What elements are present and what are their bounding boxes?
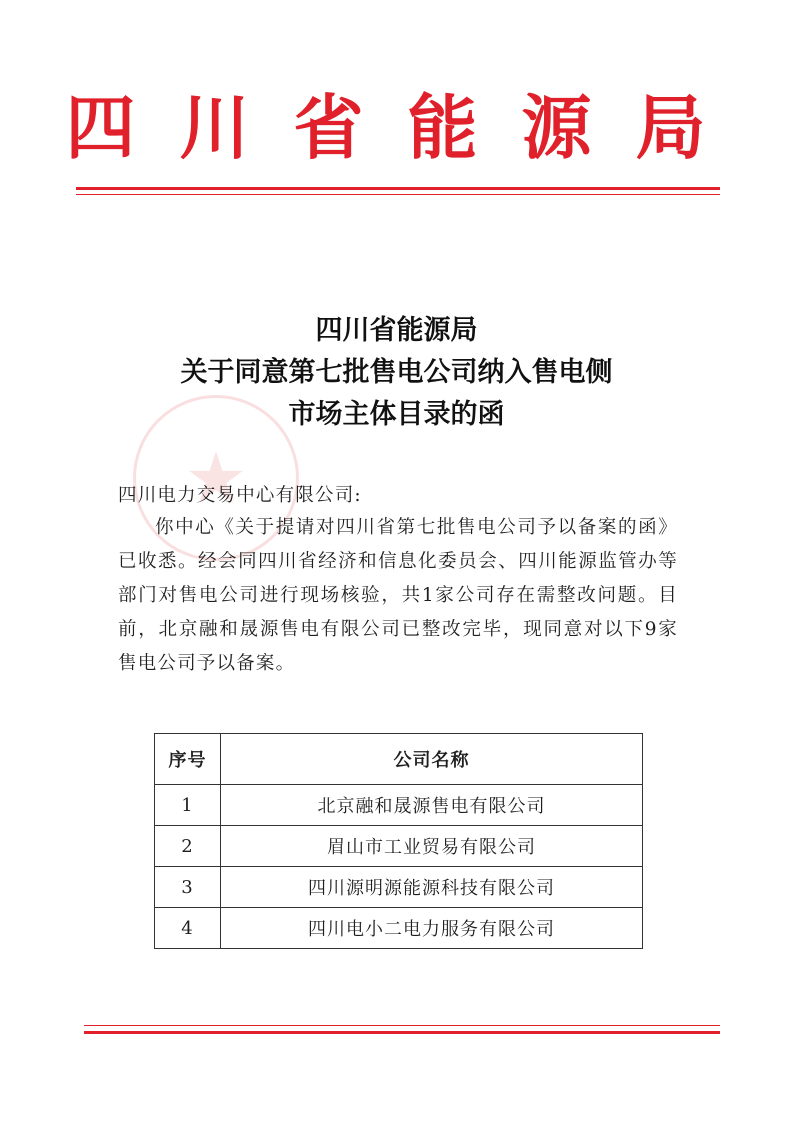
letter-paragraph: 你中心《关于提请对四川省第七批售电公司予以备案的函》已收悉。经会同四川省经济和信息化委员会、四川能源监管办等部门对售电公司进行现场核验，共1家公司存在需整改问题。目前，北京融和晟源售电有限公司已整改完毕，现同意对以下9家售电公司予以备案。 [118,517,678,674]
company-name: 四川源明源能源科技有限公司 [221,867,643,908]
company-name: 北京融和晟源售电有限公司 [221,785,643,826]
table-header-row [155,734,643,785]
row-number: 3 [155,867,221,908]
document-title-line-2: 关于同意第七批售电公司纳入售电侧 [180,357,613,388]
document-title-line-1: 四川省能源局 [315,315,478,346]
header-rule-thick [76,187,720,190]
table-row [155,867,643,908]
footer-rule-thick [84,1031,720,1034]
row-number: 2 [155,826,221,867]
column-header-number: 序号 [155,734,221,785]
letter-salutation: 四川电力交易中心有限公司: [118,485,362,506]
table-row [155,826,643,867]
header-rule-thin [76,194,720,195]
row-number: 4 [155,908,221,949]
document-title-line-3: 市场主体目录的函 [288,399,505,430]
company-name: 眉山市工业贸易有限公司 [221,826,643,867]
agency-header: 四川省能源局 [65,86,750,169]
footer-rule-thin [84,1025,720,1026]
table-row [155,908,643,949]
row-number: 1 [155,785,221,826]
company-table [154,733,643,949]
table-row [155,785,643,826]
column-header-company: 公司名称 [221,734,643,785]
company-name: 四川电小二电力服务有限公司 [221,908,643,949]
seal-star-icon: ★ [184,437,248,519]
